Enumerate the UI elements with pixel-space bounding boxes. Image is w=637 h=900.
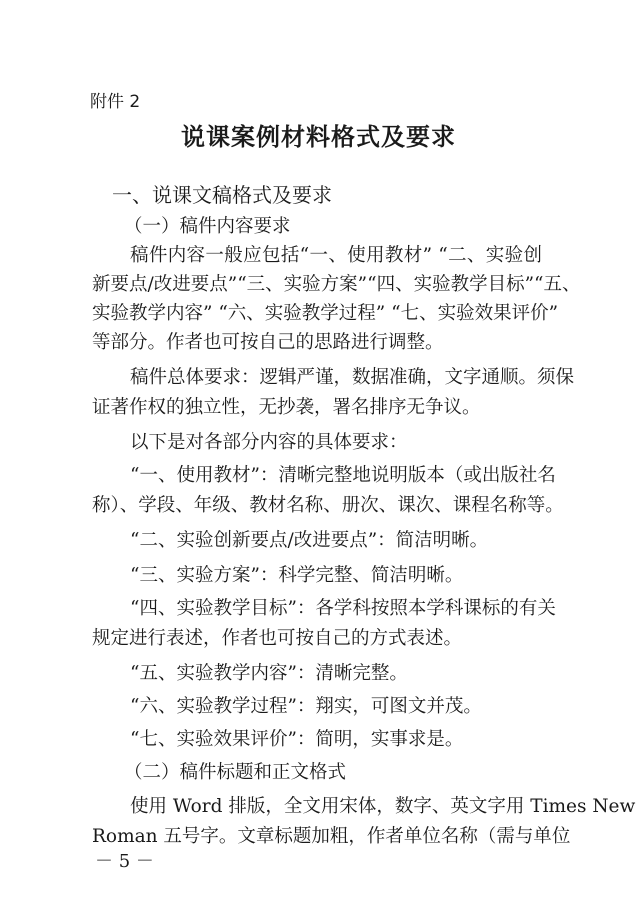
paragraph-line: 实验教学内容” “六、实验教学过程” “七、实验效果评价” xyxy=(92,303,559,324)
document-title: 说课案例材料格式及要求 xyxy=(181,122,456,151)
page-number: － 5 － xyxy=(95,851,154,872)
paragraph-line: 以下是对各部分内容的具体要求： xyxy=(130,432,408,453)
paragraph-line: 使用 Word 排版，全文用宋体，数字、英文字用 Times New xyxy=(130,796,636,817)
paragraph-line: “二、实验创新要点/改进要点”：简洁明晰。 xyxy=(130,530,489,551)
subsection-heading-1: （一）稿件内容要求 xyxy=(124,216,291,237)
subsection-heading-2: （二）稿件标题和正文格式 xyxy=(124,762,347,783)
paragraph-line: 新要点/改进要点”“三、实验方案”“四、实验教学目标”“五、 xyxy=(92,274,581,295)
paragraph-line: “七、实验效果评价”：简明，实事求是。 xyxy=(130,729,464,750)
paragraph-line: 稿件总体要求：逻辑严谨，数据准确，文字通顺。须保 xyxy=(130,367,575,388)
paragraph-line: 证著作权的独立性，无抄袭，署名排序无争议。 xyxy=(92,397,481,418)
paragraph-line: 规定进行表述，作者也可按自己的方式表述。 xyxy=(92,628,463,649)
paragraph-line: 等部分。作者也可按自己的思路进行调整。 xyxy=(92,332,444,353)
paragraph-line: “六、实验教学过程”：翔实，可图文并茂。 xyxy=(130,696,482,717)
section-heading-1: 一、说课文稿格式及要求 xyxy=(112,183,332,207)
paragraph-line: 稿件内容一般应包括“一、使用教材” “二、实验创 xyxy=(130,245,542,266)
paragraph-line: “四、实验教学目标”：各学科按照本学科课标的有关 xyxy=(130,598,556,619)
paragraph-line: 称）、学段、年级、教材名称、册次、课次、课程名称等。 xyxy=(92,495,564,516)
paragraph-line: “三、实验方案”：科学完整、简洁明晰。 xyxy=(130,565,464,586)
paragraph-line: “五、实验教学内容”：清晰完整。 xyxy=(130,663,408,684)
paragraph-line: “一、使用教材”：清晰完整地说明版本（或出版社名 xyxy=(130,465,556,486)
paragraph-line: Roman 五号字。文章标题加粗，作者单位名称（需与单位 xyxy=(92,826,571,847)
attachment-label: 附件 2 xyxy=(90,92,141,112)
